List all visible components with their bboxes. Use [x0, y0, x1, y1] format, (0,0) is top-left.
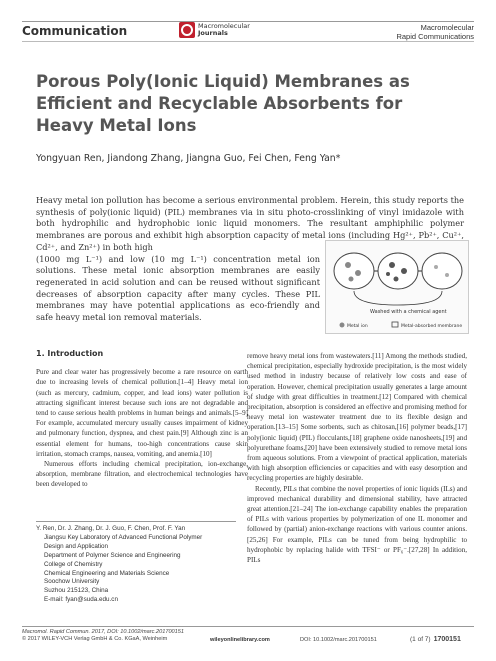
logo-line-2: Journals	[198, 29, 228, 37]
paragraph: Pure and clear water has progressively become a rare resource on earth due to increasing levels of chemical pollution.[1–4] Heavy metal ion (such as mercury, cadmium, copper, and lead ions) water pollution is attracting significant interest because such ions are not degradable and tend to cause serious health problems in human beings and animals.[5–9] For example, accumulated mercury usually causes impairment of kidney and pulmonary function, dyspnea, and chest pain.[9] Although zinc is an essential element for humans, too-high concentrations cause skin irritation, stomach cramps, nausea, vomiting, and anemia.[10]	[36, 368, 248, 458]
body-column-left	[36, 349, 248, 490]
footer-page	[410, 636, 461, 643]
toc-legend-metal: Metal ion	[347, 324, 368, 329]
toc-graphic	[325, 240, 469, 334]
footer-copyright: © 2017 WILEY-VCH Verlag GmbH & Co. KGaA, Weinheim	[22, 636, 168, 642]
footer-citation: Macromol. Rapid Commun. 2017, DOI: 10.1002/marc.201700151	[22, 629, 184, 635]
affiliation-email: E-mail: fyan@suda.edu.cn	[44, 596, 118, 604]
journal-name	[396, 23, 474, 41]
affiliation-line: Department of Polymer Science and Engineering	[44, 551, 181, 559]
abstract-narrow: (1000 mg L⁻¹) and low (10 mg L⁻¹) concentration metal ion solutions. These metal ionic absorption membranes are easily regenerated in acid solution and can be reused without significant decreases of absorption capacity after many cycles. These PIL membranes may have potential applications as eco-friendly and safe heavy metal ion removal materials.	[36, 253, 320, 323]
paragraph: remove heavy metal ions from wastewaters.[11] Among the methods studied, chemical precipitation, especially hydroxide precipitation, is the most widely used method in industry because of relatively low costs and ease of operation. However, chemical precipitation usually generates a large amount of sludge with great difficulties in treatment.[12] Compared with chemical precipitation, absorption is considered an effective and promising method for heavy metal ion wastewater treatment due to its flexible design and operation.[13–15] Some sorbents, such as chitosan,[16] polymer beads,[17] poly(ionic liquid) (PIL) flocculants,[18] graphene oxide nanosheets,[19] and polyurethane foams,[20] have been extensively studied to remove metal ions from aqueous solutions. From a viewpoint of practical application, materials with high absorption efficiencies or capacities and with easy desorption and recycling properties are highly desirable.	[247, 352, 467, 483]
publisher-logo	[179, 22, 250, 38]
affiliation-names: Y. Ren, Dr. J. Zhang, Dr. J. Guo, F. Chen, Prof. F. Yan	[36, 525, 186, 532]
paragraph: Recently, PILs that combine the novel properties of ionic liquids (ILs) and improved mechanical durability and dimensional stability, have attracted great attention.[21–24] The ion-exchange capability enables the preparation of PILs with various properties by polymerization of one IL monomer and followed by (partial) anion-exchange reactions with various counter anions.[25,26] For example, PILs can be tuned from being hydrophilic to hydrophobic by replacing halide with TFSI⁻ or PF₆⁻.[27,28] In addition, PILs	[247, 484, 467, 565]
membrane-illustration	[326, 241, 468, 333]
section-heading: 1. Introduction	[36, 349, 104, 358]
affiliation-line: Chemical Engineering and Materials Science	[44, 569, 170, 577]
article-title: Porous Poly(Ionic Liquid) Membranes as Efficient and Recyclable Absorbents for Heavy Metal Ions	[36, 72, 410, 135]
body-column-right	[247, 351, 467, 565]
section-label: Communication	[22, 24, 128, 38]
affiliation-line: Soochow University	[44, 578, 100, 586]
author-affiliation	[36, 521, 236, 605]
affiliation-line: Suzhou 215123, China	[44, 587, 109, 595]
paragraph: Numerous efforts including chemical precipitation, ion-exchange, absorption, membrane filtration, and electrochemical technologies have been developed to	[36, 460, 248, 489]
footer-site-link[interactable]: wileyonlinelibrary.com	[210, 637, 270, 643]
footer-left	[22, 629, 184, 643]
journal-line-2: Rapid Communications	[396, 32, 474, 41]
toc-legend-membrane: Metal-absorbed membrane	[401, 324, 463, 329]
footer-doi: DOI: 10.1002/marc.201700151	[300, 637, 377, 643]
journal-line-1: Macromolecular	[420, 23, 474, 32]
affiliation-line: Jiangsu Key Laboratory of Advanced Functional Polymer	[44, 533, 203, 541]
logo-line-1: Macromolecular	[198, 22, 250, 30]
logo-mark-icon	[179, 22, 195, 38]
footer-article-number: 1700151	[433, 636, 461, 643]
affiliation-line: Design and Application	[44, 542, 109, 550]
author-list: Yongyuan Ren, Jiandong Zhang, Jiangna Guo, Fei Chen, Feng Yan*	[36, 153, 341, 164]
abstract-wide: Heavy metal ion pollution has become a serious environmental problem. Herein, this study reports the synthesis of poly(ionic liquid) (PIL) membranes via in situ photo-crosslinking of vinyl imidazole with both hydrophilic and hydrophobic ionic liquid monomers. The resultant amphiphilic polymer membranes are porous and exhibit high absorption capacity of metal ions (including Hg²⁺, Pb²⁺, Cu²⁺, Cd²⁺, and Zn²⁺) in both high	[36, 195, 464, 252]
header-bottom-rule	[22, 41, 474, 42]
toc-caption: Washed with a chemical agent	[370, 309, 447, 315]
affiliation-line: College of Chemistry	[44, 560, 103, 568]
footer-rule	[22, 626, 474, 627]
footer-page-of: (1 of 7)	[410, 636, 431, 643]
